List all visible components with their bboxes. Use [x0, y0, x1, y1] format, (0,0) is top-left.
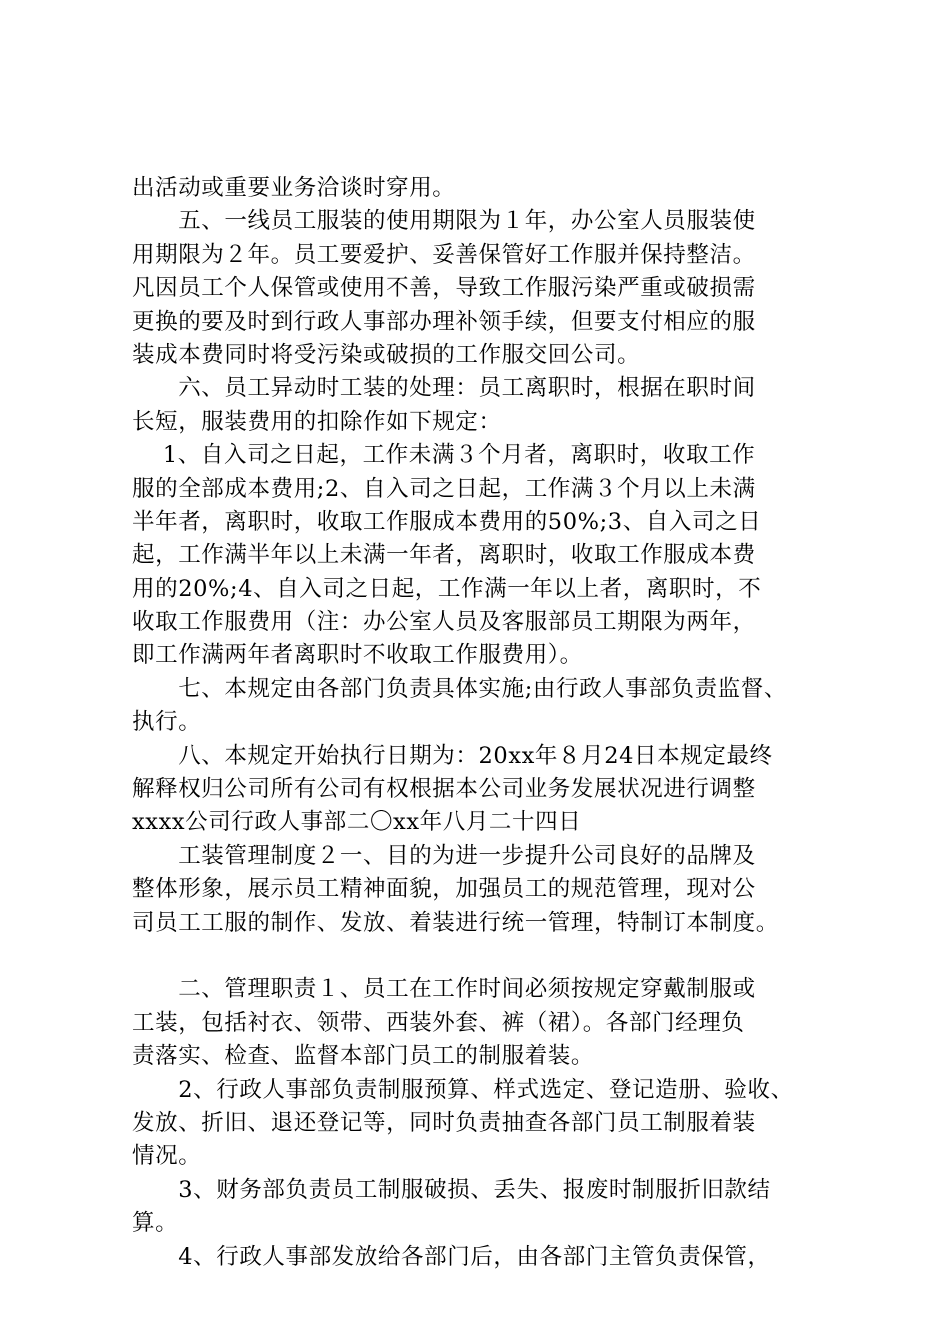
text-line: 七、本规定由各部门负责具体实施;由行政人事部负责监督、	[132, 675, 787, 702]
text-line: 1、自入司之日起，工作未满３个月者，离职时，收取工作	[132, 442, 756, 469]
text-line: 工装管理制度２一、目的为进一步提升公司良好的品牌及	[132, 842, 756, 869]
text-line: 起，工作满半年以上未满一年者，离职时，收取工作服成本费	[132, 542, 756, 569]
text-line: xxxx公司行政人事部二〇xx年八月二十四日	[132, 809, 582, 836]
text-line: 六、员工异动时工装的处理：员工离职时，根据在职时间	[132, 375, 756, 402]
text-line: 2、行政人事部负责制服预算、样式选定、登记造册、验收、	[132, 1076, 794, 1103]
text-line: 更换的要及时到行政人事部办理补领手续，但要支付相应的服	[132, 308, 756, 335]
text-line: 用的20%;4、自入司之日起，工作满一年以上者，离职时，不	[132, 575, 762, 602]
text-line: 凡因员工个人保管或使用不善，导致工作服污染严重或破损需	[132, 275, 756, 302]
text-line: 4、行政人事部发放给各部门后，由各部门主管负责保管，	[132, 1243, 771, 1270]
text-line: 半年者，离职时，收取工作服成本费用的50%;3、自入司之日	[132, 508, 762, 535]
text-line: 八、本规定开始执行日期为：20xx年８月24日本规定最终	[132, 742, 773, 769]
text-line: 收取工作服费用（注：办公室人员及客服部员工期限为两年，	[132, 609, 756, 636]
paragraph-gap	[132, 940, 852, 973]
text-line: 情况。	[132, 1143, 202, 1170]
text-line: 算。	[132, 1210, 179, 1237]
text-line: 责落实、检查、监督本部门员工的制服着装。	[132, 1043, 595, 1070]
text-line: 服的全部成本费用;2、自入司之日起，工作满３个月以上未满	[132, 475, 756, 502]
text-line: 即工作满两年者离职时不收取工作服费用）。	[132, 642, 583, 669]
text-line: 3、财务部负责员工制服破损、丢失、报废时制服折旧款结	[132, 1176, 771, 1203]
text-line: 执行。	[132, 709, 202, 736]
text-line: 发放、折旧、退还登记等，同时负责抽查各部门员工制服着装	[132, 1109, 756, 1136]
text-line: 司员工工服的制作、发放、着装进行统一管理，特制订本制度。	[132, 909, 779, 936]
document-body	[132, 172, 852, 1274]
text-line: 工装，包括衬衣、领带、西装外套、裤（裙）。各部门经理负	[132, 1009, 745, 1036]
text-line: 五、一线员工服装的使用期限为１年，办公室人员服装使	[132, 208, 756, 235]
text-line: 整体形象，展示员工精神面貌，加强员工的规范管理，现对公	[132, 876, 756, 903]
text-line: 出活动或重要业务洽谈时穿用。	[132, 175, 456, 201]
text-line: 解释权归公司所有公司有权根据本公司业务发展状况进行调整	[132, 776, 756, 803]
text-line: 长短，服装费用的扣除作如下规定：	[132, 408, 502, 435]
text-line: 用期限为２年。员工要爱护、妥善保管好工作服并保持整洁。	[132, 241, 756, 268]
text-line: 装成本费同时将受污染或破损的工作服交回公司。	[132, 341, 641, 368]
text-line: 二、管理职责１、员工在工作时间必须按规定穿戴制服或	[132, 976, 756, 1003]
